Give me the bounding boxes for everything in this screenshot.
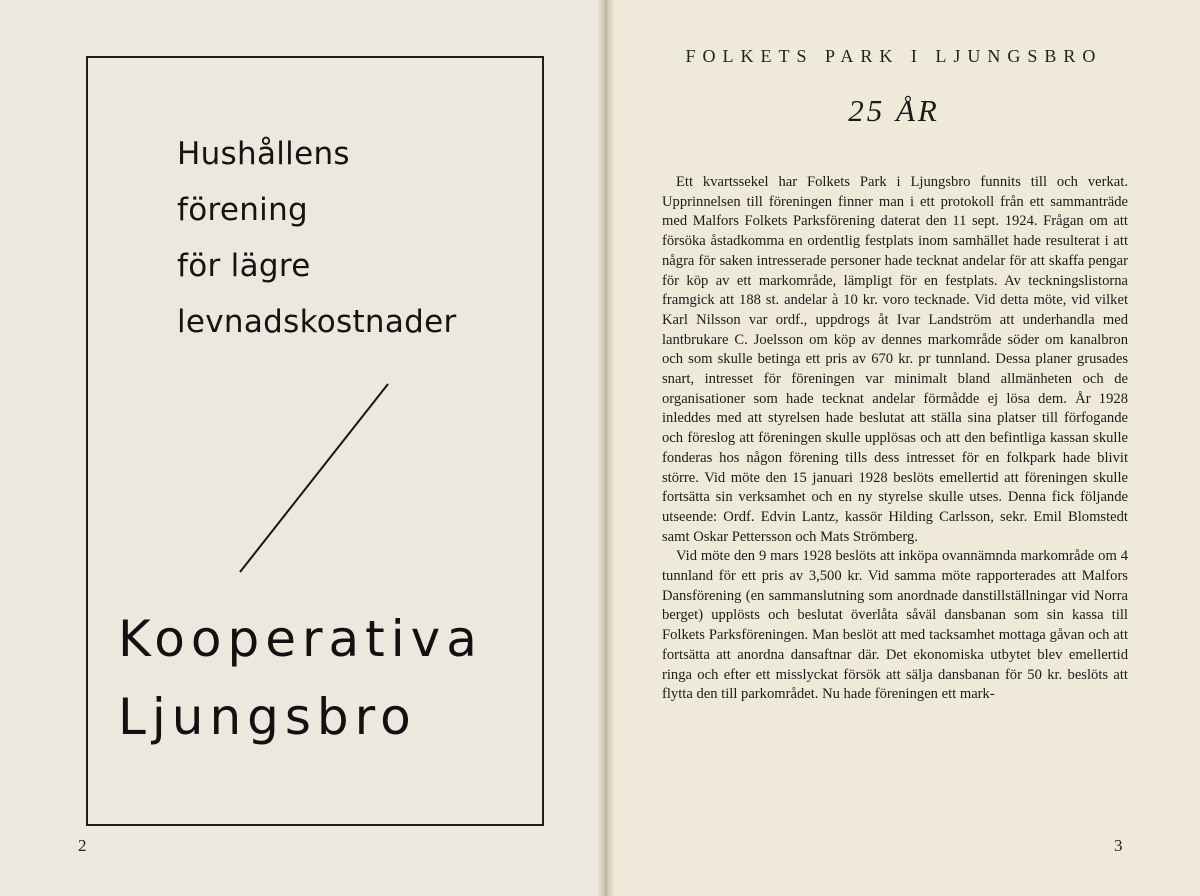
article-paragraph: Ett kvartssekel har Folkets Park i Ljungsbro funnits till och verkat. Upprinnelsen till föreningen finner man i ett protokoll från ett sammanträde med Malfors Folkets Parksförening daterat den 11 sept. 1924. Frågan om att försöka åstadkomma en ordentlig festplats inom samhället hade resulterat i att några för saken intresserade personer hade tecknat andelar för att skaffa pengar för köp av ett markområde, lämpligt för en festplats. Av teckningslistorna framgick att 188 st. andelar à 10 kr. voro tecknade. Vid detta möte, vid vilket Karl Nilsson var ordf., uppdrogs åt Ivar Landström att underhandla med lantbrukare C. Joelsson om köp av dennes markområde söder om kanalbron och som skulle betinga ett pris av 670 kr. pr tunnland. Dessa planer grusades snart, intresset för föreningen var minimalt bland allmänheten och de organisationer som hade tecknat andelar förmådde ej lösa dem. År 1928 inleddes med att styrelsen hade beslutat att ställa sina platser till förfogande och föreslog att föreningen skulle upplösas och att den befintliga kassan skulle fonderas hos någon förening tills dess intresset för en folkpark hade blivit större. Vid möte den 15 januari 1928 beslöts emellertid att föreningen skulle fortsätta sin verksamhet och en ny styrelse skulle utses. Denna fick följande utseende: Ordf. Edvin Lantz, kassör Hilding Carlsson, sekr. Emil Blomstedt samt Oskar Pettersson och Mats Strömberg. — [662, 174, 1128, 545]
ad-line-1: Hushållens — [177, 136, 350, 172]
ad-line-3: för lägre — [177, 248, 311, 284]
article-paragraph: Vid möte den 9 mars 1928 beslöts att inköpa ovannämnda markområde om 4 tunnland för ett pris av 3,500 kr. Vid samma möte rapporterades att Malfors Dansförening (en sammanslutning som anordnade danstillställningar vid Norra berget) upplösts och beslutat överlåta såväl dansbanan som sin kassa till Folkets Parksföreningen. Man beslöt att med tacksamhet mottaga gåvan och att fortsätta att anordna dansaftnar där. Det ekonomiska utbytet blev emellertid ringa och efter ett misslyckat försök att sälja dansbanan för 50 kr. beslöts att flytta den till parkområdet. Nu hade föreningen ett mark- — [662, 548, 1128, 703]
page-number-right: 3 — [1114, 836, 1123, 855]
running-title: FOLKETS PARK I LJUNGSBRO — [685, 46, 1103, 66]
ad-line-2: förening — [177, 192, 309, 228]
article-body — [662, 173, 1128, 705]
ad-name-line-2: Ljungsbro — [118, 688, 417, 746]
page-number-left: 2 — [78, 836, 87, 855]
ad-name-line-1: Kooperativa — [118, 610, 483, 668]
ad-line-4: levnadskostnader — [177, 304, 457, 340]
article-headline: 25 ÅR — [848, 93, 940, 128]
